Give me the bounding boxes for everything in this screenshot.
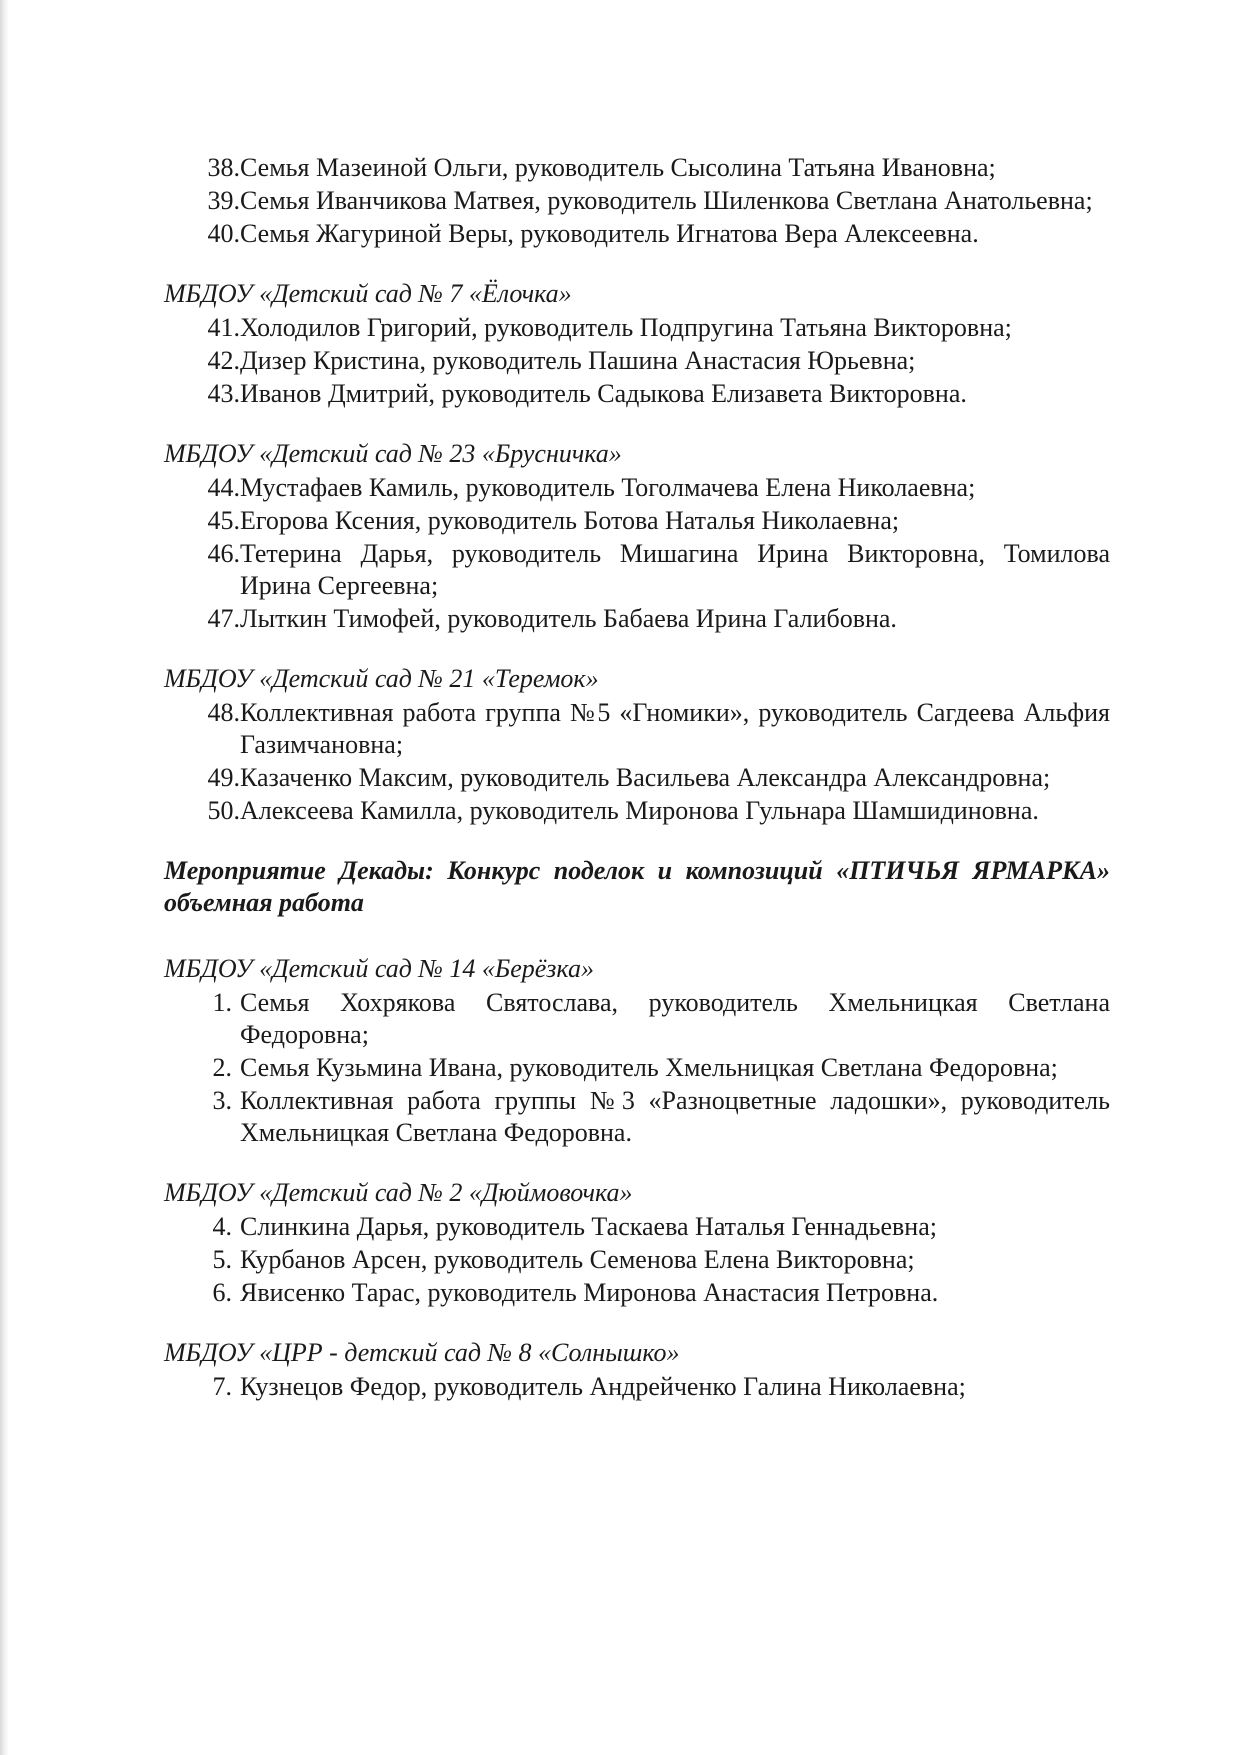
item-text: Явисенко Тарас, руководитель Миронова Анастасия Петровна.	[240, 1278, 939, 1307]
item-text: Лыткин Тимофей, руководитель Бабаева Ирина Галибовна.	[240, 604, 897, 633]
list-item	[164, 378, 1110, 410]
item-number: 4.	[212, 1212, 232, 1241]
item-number: 50.	[207, 796, 240, 825]
list-item	[164, 1052, 1110, 1084]
item-text: Холодилов Григорий, руководитель Подпругина Татьяна Викторовна;	[240, 313, 1012, 342]
item-text: Казаченко Максим, руководитель Васильева Александра Александровна;	[240, 763, 1051, 792]
item-text: Мустафаев Камиль, руководитель Тоголмачева Елена Николаевна;	[240, 473, 976, 502]
participant-list	[164, 1211, 1110, 1309]
item-number: 42.	[207, 346, 240, 375]
participant-list	[164, 987, 1110, 1149]
item-number: 6.	[212, 1278, 232, 1307]
item-number: 41.	[207, 313, 240, 342]
item-number: 48.	[207, 698, 240, 727]
list-item	[164, 312, 1110, 344]
list-item	[164, 1277, 1110, 1309]
participant-list	[164, 472, 1110, 635]
item-text: Курбанов Арсен, руководитель Семенова Елена Викторовна;	[240, 1245, 915, 1274]
group-title: МБДОУ «ЦРР - детский сад № 8 «Солнышко»	[164, 1338, 680, 1367]
item-text: Дизер Кристина, руководитель Пашина Анастасия Юрьевна;	[240, 346, 916, 375]
list-item	[164, 345, 1110, 377]
item-text: Иванов Дмитрий, руководитель Садыкова Елизавета Викторовна.	[240, 379, 967, 408]
item-text: Семья Иванчикова Матвея, руководитель Шиленкова Светлана Анатольевна;	[240, 186, 1093, 215]
group-title: МБДОУ «Детский сад № 2 «Дюймовочка»	[164, 1178, 633, 1207]
document-page	[164, 152, 1110, 1431]
kindergarten-group	[164, 1337, 1110, 1403]
kindergarten-group	[164, 953, 1110, 1149]
participant-list	[164, 697, 1110, 827]
group-title: МБДОУ «Детский сад № 21 «Теремок»	[164, 664, 599, 693]
list-item	[164, 1244, 1110, 1276]
list-item	[164, 603, 1110, 635]
kindergarten-group	[164, 663, 1110, 827]
list-item	[164, 218, 1110, 250]
kindergarten-group	[164, 438, 1110, 635]
item-number: 49.	[207, 763, 240, 792]
participant-list	[164, 312, 1110, 410]
item-text: Егорова Ксения, руководитель Ботова Наталья Николаевна;	[240, 506, 900, 535]
item-number: 7.	[212, 1372, 232, 1401]
item-text: Коллективная работа группы №3 «Разноцветные ладошки», руководитель Хмельницкая Светлана Федоровна.	[240, 1086, 1110, 1147]
group-title: МБДОУ «Детский сад № 7 «Ёлочка»	[164, 279, 572, 308]
group-continued	[164, 152, 1110, 250]
item-text: Слинкина Дарья, руководитель Таскаева Наталья Геннадьевна;	[240, 1212, 937, 1241]
event-title: Мероприятие Декады: Конкурс поделок и композиций «ПТИЧЬЯ ЯРМАРКА» объемная работа	[164, 856, 1110, 917]
item-text: Кузнецов Федор, руководитель Андрейченко Галина Николаевна;	[240, 1372, 966, 1401]
list-item	[164, 472, 1110, 504]
groups-section-a	[164, 278, 1110, 827]
item-number: 47.	[207, 604, 240, 633]
list-item	[164, 1371, 1110, 1403]
list-item	[164, 538, 1110, 602]
group-title: МБДОУ «Детский сад № 14 «Берёзка»	[164, 954, 594, 983]
item-number: 2.	[212, 1053, 232, 1082]
list-item	[164, 1211, 1110, 1243]
item-number: 43.	[207, 379, 240, 408]
item-number: 44.	[207, 473, 240, 502]
participant-list	[164, 1371, 1110, 1403]
groups-section-b	[164, 953, 1110, 1403]
list-item	[164, 795, 1110, 827]
item-number: 5.	[212, 1245, 232, 1274]
list-item	[164, 762, 1110, 794]
group-title: МБДОУ «Детский сад № 23 «Брусничка»	[164, 439, 622, 468]
item-text: Семья Хохрякова Святослава, руководитель Хмельницкая Светлана Федоровна;	[240, 988, 1110, 1049]
item-number: 46.	[207, 539, 240, 568]
item-text: Коллективная работа группа №5 «Гномики», руководитель Сагдеева Альфия Газимчановна;	[240, 698, 1110, 759]
item-number: 3.	[212, 1086, 232, 1115]
item-text: Алексеева Камилла, руководитель Миронова Гульнара Шамшидиновна.	[240, 796, 1039, 825]
list-item	[164, 987, 1110, 1051]
list-item	[164, 697, 1110, 761]
list-item	[164, 185, 1110, 217]
item-number: 1.	[212, 988, 232, 1017]
kindergarten-group	[164, 278, 1110, 410]
list-item	[164, 505, 1110, 537]
item-number: 45.	[207, 506, 240, 535]
list-item	[164, 1085, 1110, 1149]
item-number: 38.	[207, 153, 240, 182]
scan-edge-shadow	[0, 0, 9, 1755]
item-text: Тетерина Дарья, руководитель Мишагина Ирина Викторовна, Томилова Ирина Сергеевна;	[240, 539, 1110, 600]
kindergarten-group	[164, 1177, 1110, 1309]
item-number: 40.	[207, 219, 240, 248]
item-text: Семья Кузьмина Ивана, руководитель Хмельницкая Светлана Федоровна;	[240, 1053, 1058, 1082]
participant-list	[164, 152, 1110, 250]
item-text: Семья Мазеиной Ольги, руководитель Сысолина Татьяна Ивановна;	[240, 153, 996, 182]
item-number: 39.	[207, 186, 240, 215]
list-item	[164, 152, 1110, 184]
item-text: Семья Жагуриной Веры, руководитель Игнатова Вера Алексеевна.	[240, 219, 979, 248]
